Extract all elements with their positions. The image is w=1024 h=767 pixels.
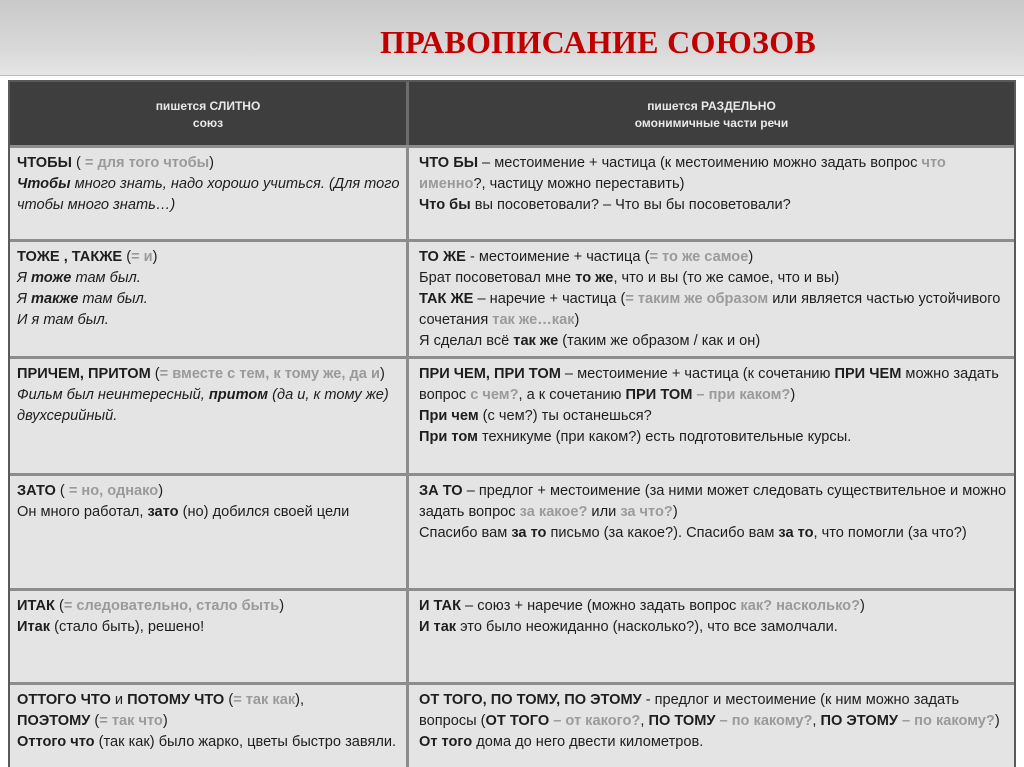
example: Я сделал всё так же (таким же образом / как и он) (419, 333, 761, 349)
cell-joined (10, 148, 409, 239)
example: Фильм был неинтересный, притом (да и, к тому же) двухсерийный. (17, 387, 389, 424)
rule-text: ТАК ЖЕ – наречие + частица (= таким же образом или является частью устойчивого сочетания так же…как) (419, 291, 1001, 328)
cell-joined (10, 591, 409, 682)
cell-joined (10, 476, 409, 588)
gloss: = для того чтобы (84, 155, 210, 171)
rule-text: ЗА ТО – предлог + местоимение (за ними может следовать существительное и можно задать вопрос за какое? или за что?) (419, 483, 1007, 520)
title-bar (0, 0, 1024, 76)
cell-separate (409, 685, 1014, 767)
term: ПРИЧЕМ, ПРИТОМ (17, 366, 151, 382)
term: ЗАТО (17, 483, 56, 499)
page-title: ПРАВОПИСАНИЕ СОЮЗОВ (380, 24, 817, 60)
conjunction-heading: ИТАК (= следовательно, стало быть) (17, 598, 285, 614)
header-right-line1: пишется РАЗДЕЛЬНО (647, 99, 776, 113)
gloss: = вместе с тем, к тому же, да и (159, 366, 380, 382)
example: И я там был. (17, 312, 109, 328)
rule-text: ОТ ТОГО, ПО ТОМУ, ПО ЭТОМУ - предлог и местоимение (к ним можно задать вопросы (ОТ ТОГО – от какого?, ПО ТОМУ – по какому?, ПО ЭТОМУ – по какому?) (419, 692, 1000, 729)
conjunction-heading: ЗАТО ( = но, однако) (17, 483, 164, 499)
header-left-line1: пишется СЛИТНО (155, 99, 261, 113)
example: Чтобы много знать, надо хорошо учиться. (Для того чтобы много знать…) (17, 176, 400, 213)
conjunction-heading: ПОЭТОМУ (= так что) (17, 713, 168, 729)
cell-separate (409, 242, 1014, 356)
example: Что бы вы посоветовали? – Что вы бы посоветовали? (419, 197, 791, 213)
term: ЧТОБЫ (17, 155, 72, 171)
table-row (10, 145, 1014, 239)
cell-joined (10, 242, 409, 356)
header-left (10, 82, 409, 145)
rule-text: ТО ЖЕ - местоимение + частица (= то же самое) (419, 249, 754, 265)
rule-text: ЧТО БЫ – местоимение + частица (к местоимению можно задать вопрос что именно?, частицу можно переставить) (419, 155, 946, 192)
cell-separate (409, 591, 1014, 682)
conjunction-heading: ЧТОБЫ ( = для того чтобы) (17, 155, 215, 171)
example: И так это было неожиданно (насколько?), что все замолчали. (419, 619, 838, 635)
conjunction-heading: ПРИЧЕМ, ПРИТОМ (= вместе с тем, к тому же, да и) (17, 366, 385, 382)
example: Я также там был. (17, 291, 148, 307)
term: ТОЖЕ , ТАКЖЕ (17, 249, 123, 265)
example: При том техникуме (при каком?) есть подготовительные курсы. (419, 429, 852, 445)
table-row (10, 473, 1014, 588)
example: Брат посоветовал мне то же, что и вы (то же самое, что и вы) (419, 270, 840, 286)
table-header (10, 82, 1014, 145)
cell-separate (409, 148, 1014, 239)
table-row (10, 239, 1014, 356)
term: ЧТО БЫ (419, 155, 478, 171)
cell-joined (10, 685, 409, 767)
header-right-line2: омонимичные части речи (634, 116, 789, 130)
example: Он много работал, зато (но) добился своей цели (17, 504, 350, 520)
cell-separate (409, 476, 1014, 588)
gloss: = и (131, 249, 153, 265)
conjunction-heading: ОТТОГО ЧТО и ПОТОМУ ЧТО (= так как), (17, 692, 305, 708)
table-row (10, 588, 1014, 682)
example: При чем (с чем?) ты останешься? (419, 408, 652, 424)
example: Я тоже там был. (17, 270, 141, 286)
table-row (10, 682, 1014, 767)
cell-separate (409, 359, 1014, 473)
example: Спасибо вам за то письмо (за какое?). Спасибо вам за то, что помогли (за что?) (419, 525, 967, 541)
rule-text: ПРИ ЧЕМ, ПРИ ТОМ – местоимение + частица (к сочетанию ПРИ ЧЕМ можно задать вопрос с чем?, а к сочетанию ПРИ ТОМ – при каком?) (419, 366, 999, 403)
conjunction-table (8, 80, 1016, 767)
gloss: = но, однако (68, 483, 159, 499)
rule-text: И ТАК – союз + наречие (можно задать вопрос как? насколько?) (419, 598, 865, 614)
cell-joined (10, 359, 409, 473)
example: Оттого что (так как) было жарко, цветы быстро завяли. (17, 734, 397, 750)
header-right (409, 82, 1014, 145)
example: От того дома до него двести километров. (419, 734, 704, 750)
example: Итак (стало быть), решено! (17, 619, 205, 635)
table-row (10, 356, 1014, 473)
term: ИТАК (17, 598, 55, 614)
header-left-line2: союз (192, 116, 224, 130)
conjunction-heading: ТОЖЕ , ТАКЖЕ (= и) (17, 249, 158, 265)
gloss: = следовательно, стало быть (63, 598, 280, 614)
